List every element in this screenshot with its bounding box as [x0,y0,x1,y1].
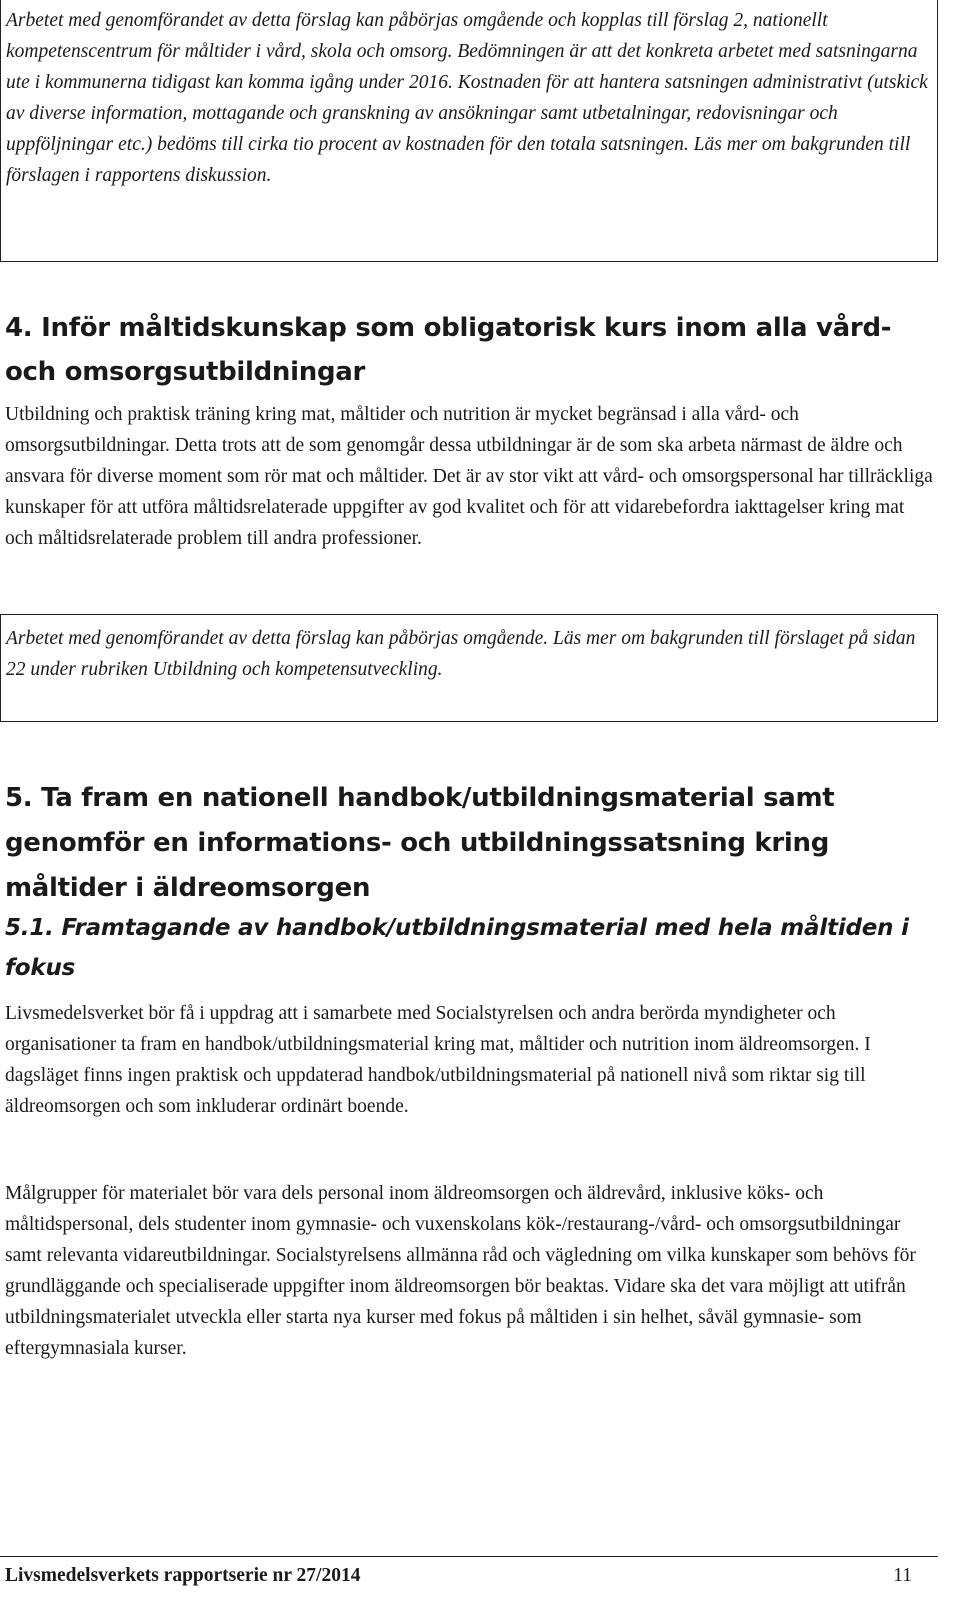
section-5-1-paragraph-1: Livsmedelsverket bör få i uppdrag att i samarbete med Socialstyrelsen och andra berörda myndigheter och organisationer ta fram en handbok/utbildningsmaterial kring mat, måltider och nutrition inom äldreomsorgen. I dagsläget finns ingen praktisk och uppdaterad handbok/utbildningsmaterial på nationell nivå som riktar sig till äldreomsorgen och som inkluderar ordinärt boende. [5,1003,871,1117]
section-5-1-heading: 5.1. Framtagande av handbok/utbildningsmaterial med hela måltiden i fokus [5,915,909,981]
section-4-note-box [0,614,938,722]
footer-report-title: Livsmedelsverkets rapportserie nr 27/2014 [5,1565,361,1586]
section-4-note-text: Arbetet med genomförandet av detta förslag kan påbörjas omgående. Läs mer om bakgrunden till förslaget på sidan 22 under rubriken Utbildning och kompetensutveckling. [6,628,916,680]
page-footer [0,1556,938,1586]
proposal-note-box [0,0,938,262]
section-4-paragraph: Utbildning och praktisk träning kring mat, måltider och nutrition är mycket begränsad i alla vård- och omsorgsutbildningar. Detta trots att de som genomgår dessa utbildningar är de som ska arbeta närmast de äldre och ansvara för diverse moment som rör mat och måltider. Det är av stor vikt att vård- och omsorgspersonal har tillräckliga kunskaper för att utföra måltidsrelaterade uppgifter av god kvalitet och för att vidarebefordra iakttagelser kring mat och måltidsrelaterade problem till andra professioner. [5,404,933,549]
section-4-heading: 4. Inför måltidskunskap som obligatorisk kurs inom alla vård- och omsorgsutbildningar [5,313,892,387]
section-5-heading: 5. Ta fram en nationell handbok/utbildningsmaterial samt genomför en informations- och utbildningssatsning kring måltider i äldreomsorgen [5,783,835,903]
section-5-1-paragraph-2: Målgrupper för materialet bör vara dels personal inom äldreomsorgen och äldrevård, inklusive köks- och måltidspersonal, dels studenter inom gymnasie- och vuxenskolans kök-/restaurang-/vård- och omsorgsutbildningar samt relevanta vidareutbildningar. Socialstyrelsens allmänna råd och vägledning om vilka kunskaper som behövs för grundläggande och specialiserade uppgifter inom äldreomsorgen bör beaktas. Vidare ska det vara möjligt att utifrån utbildningsmaterialet utveckla eller starta nya kurser med fokus på måltiden i sin helhet, såväl gymnasie- som eftergymnasiala kurser. [5,1183,916,1359]
footer-page-number: 11 [893,1565,912,1586]
proposal-note-text: Arbetet med genomförandet av detta förslag kan påbörjas omgående och kopplas till förslag 2, nationellt kompetenscentrum för måltider i vård, skola och omsorg. Bedömningen är att det konkreta arbetet med satsningarna ute i kommunerna tidigast kan komma igång under 2016. Kostnaden för att hantera satsningen administrativt (utskick av diverse information, mottagande och granskning av ansökningar samt utbetalningar, redovisningar och uppföljningar etc.) bedöms till cirka tio procent av kostnaden för den totala satsningen. Läs mer om bakgrunden till förslagen i rapportens diskussion. [6,10,928,186]
